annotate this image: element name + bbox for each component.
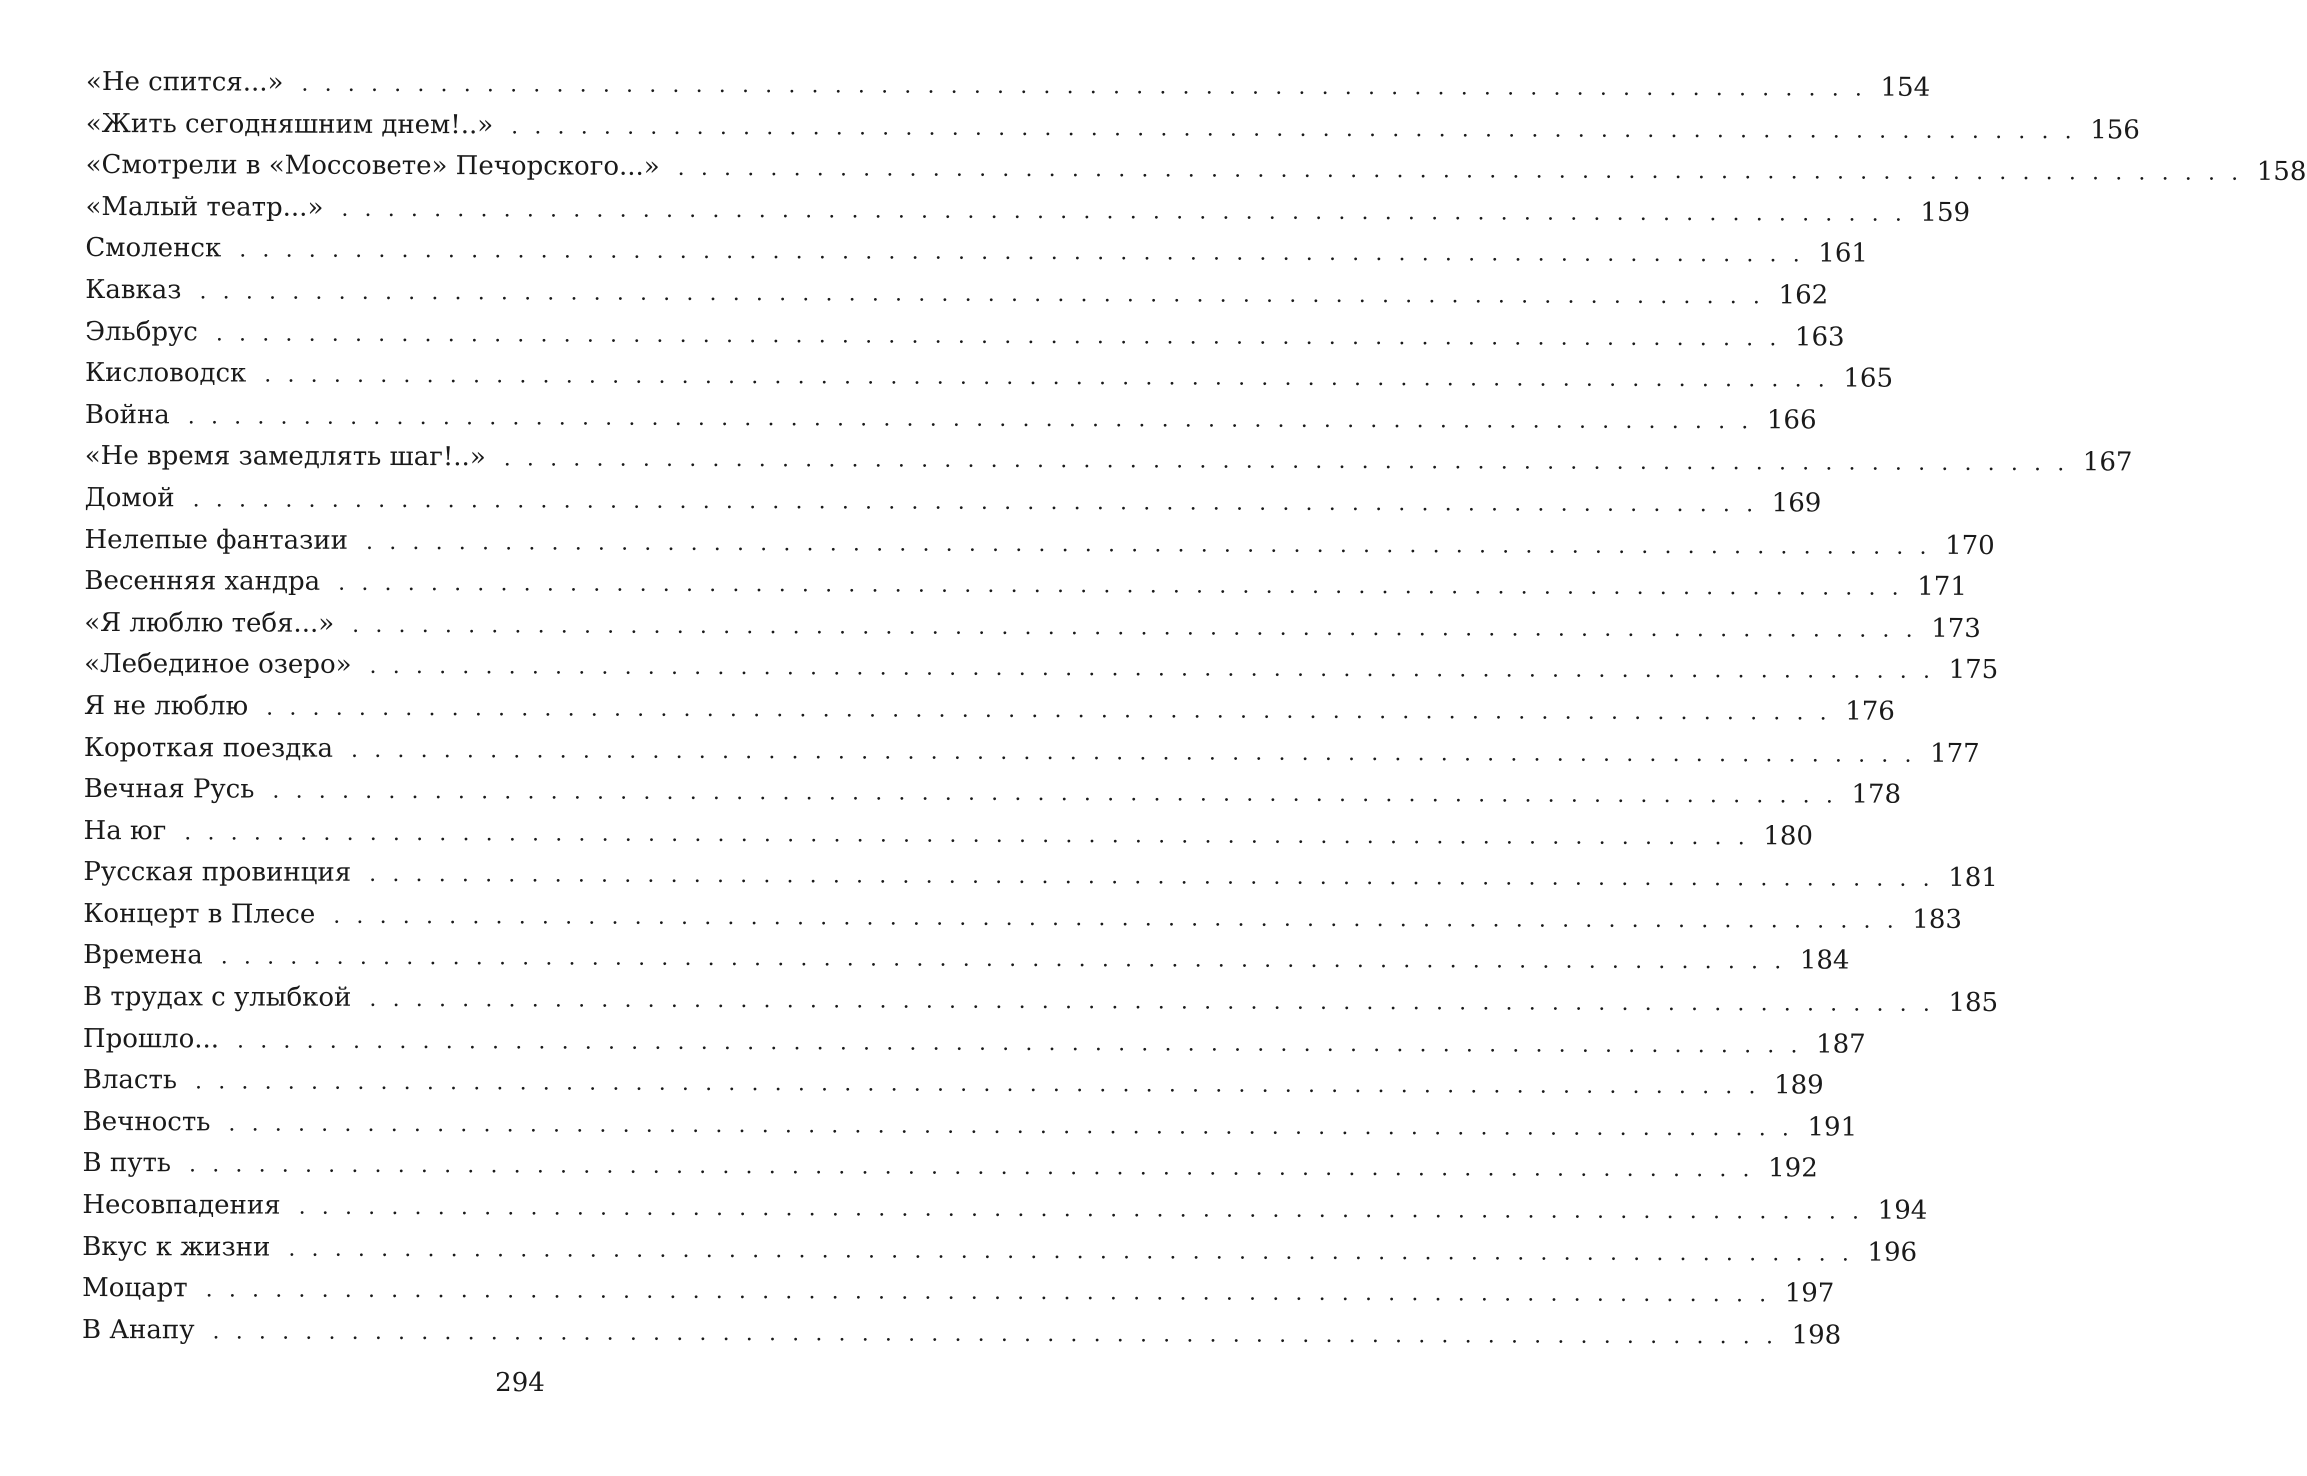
toc-entry [82,1102,1858,1146]
page-number: 294 [495,1368,545,1398]
dot-leader: . . . . . . . . . . . . . . . . . . . . . . . . . . . . . . . . . . . . . . . . . . . . . . . . . . . . . . . . . . . . . . . . . . . . [272,778,1838,809]
toc-entry [84,561,1967,605]
toc-entry-title: Кисловодск [84,358,247,389]
toc-entry-page: 154 [1880,72,1931,103]
dot-leader: . . . . . . . . . . . . . . . . . . . . . . . . . . . . . . . . . . . . . . . . . . . . . . . . . . . . . . . . . . . . . . . . . . . . [187,404,1753,434]
toc-entry-title: Русская провинция [83,857,352,889]
dot-leader: . . . . . . . . . . . . . . . . . . . . . . . . . . . . . . . . . . . . . . . . . . . . . . . . . . . . . . . . . . . . . . . . . . . . [184,820,1750,850]
toc-entry-title: Кавказ [85,274,182,306]
toc-entry [82,1019,1866,1063]
toc-entry-page: 166 [1766,405,1817,436]
toc-entry [82,1227,1918,1271]
dot-leader: . . . . . . . . . . . . . . . . . . . . . . . . . . . . . . . . . . . . . . . . . . . . . . . . . . . . . . . . . . . . . . . . . . . . [301,71,1867,102]
toc-entry-title: Вечность [82,1106,211,1138]
toc-entry-page: 158 [2256,157,2307,188]
toc-entry [82,1185,1928,1229]
toc-entry [85,228,1868,272]
toc-entry-title: Несовпадения [82,1190,281,1221]
toc-entry-title: «Не время замедлять шаг!..» [84,441,486,473]
toc-entry [83,811,1814,855]
toc-entry-title: Смоленск [85,233,222,264]
toc-entry-page: 191 [1807,1112,1858,1143]
toc-entry-title: Я не люблю [83,690,249,722]
dot-leader: . . . . . . . . . . . . . . . . . . . . . . . . . . . . . . . . . . . . . . . . . . . . . . . . . . . . . . . . . . . . . . . . . . . . [228,1111,1794,1142]
toc-entry [84,436,2133,480]
toc-entry [83,769,1902,813]
dot-leader: . . . . . . . . . . . . . . . . . . . . . . . . . . . . . . . . . . . . . . . . . . . . . . . . . . . . . . . . . . . . . . . . . . . . [189,1152,1755,1183]
dot-leader: . . . . . . . . . . . . . . . . . . . . . . . . . . . . . . . . . . . . . . . . . . . . . . . . . . . . . . . . . . . . . . . . . . . . [212,1319,1778,1350]
toc-entry-title: «Не спится...» [85,66,284,98]
dot-leader: . . . . . . . . . . . . . . . . . . . . . . . . . . . . . . . . . . . . . . . . . . . . . . . . . . . . . . . . . . . . . . . . . . . . [341,196,1907,227]
dot-leader: . . . . . . . . . . . . . . . . . . . . . . . . . . . . . . . . . . . . . . . . . . . . . . . . . . . . . . . . . . . . . . . . . . . . [503,446,2069,477]
toc-entry-page: 171 [1917,571,1967,603]
toc-entry-title: В трудах с улыбкой [83,982,352,1013]
dot-leader: . . . . . . . . . . . . . . . . . . . . . . . . . . . . . . . . . . . . . . . . . . . . . . . . . . . . . . . . . . . . . . . . . . . . [511,113,2077,144]
toc-entry-page: 180 [1763,820,1814,852]
dot-leader: . . . . . . . . . . . . . . . . . . . . . . . . . . . . . . . . . . . . . . . . . . . . . . . . . . . . . . . . . . . . . . . . . . . . [352,612,1918,643]
toc-entry-page: 170 [1945,530,1995,561]
dot-leader: . . . . . . . . . . . . . . . . . . . . . . . . . . . . . . . . . . . . . . . . . . . . . . . . . . . . . . . . . . . . . . . . . . . . [264,362,1830,393]
toc-entry-page: 167 [2082,447,2133,478]
toc-entry [82,1143,1818,1187]
toc-entry-title: «Лебединое озеро» [84,649,352,681]
toc-entry [81,1310,1842,1354]
dot-leader: . . . . . . . . . . . . . . . . . . . . . . . . . . . . . . . . . . . . . . . . . . . . . . . . . . . . . . . . . . . . . . . . . . . . [369,654,1935,685]
toc-entry-title: Концерт в Плесе [83,898,316,930]
toc-entry [84,603,1981,647]
dot-leader: . . . . . . . . . . . . . . . . . . . . . . . . . . . . . . . . . . . . . . . . . . . . . . . . . . . . . . . . . . . . . . . . . . . . [677,156,2243,186]
toc-entry [85,312,1845,356]
dot-leader: . . . . . . . . . . . . . . . . . . . . . . . . . . . . . . . . . . . . . . . . . . . . . . . . . . . . . . . . . . . . . . . . . . . . [205,1277,1771,1308]
dot-leader: . . . . . . . . . . . . . . . . . . . . . . . . . . . . . . . . . . . . . . . . . . . . . . . . . . . . . . . . . . . . . . . . . . . . [338,570,1904,601]
toc-entry [85,187,1971,231]
toc-entry [84,478,1822,522]
dot-leader: . . . . . . . . . . . . . . . . . . . . . . . . . . . . . . . . . . . . . . . . . . . . . . . . . . . . . . . . . . . . . . . . . . . . [215,320,1781,351]
toc-entry [82,1268,1835,1312]
toc-entry-page: 194 [1877,1195,1928,1226]
toc-entry-title: «Я люблю тебя...» [84,607,335,639]
toc-entry-page: 173 [1931,613,1981,644]
toc-entry-title: Власть [82,1065,178,1096]
toc-entry-title: Короткая поездка [83,732,334,764]
toc-entry-title: В Анапу [81,1314,195,1346]
toc-entry [83,977,1999,1021]
toc-entry [84,520,1995,564]
toc-entry-page: 156 [2090,114,2140,146]
toc-entry [83,894,1963,938]
toc-entry [85,62,1931,106]
dot-leader: . . . . . . . . . . . . . . . . . . . . . . . . . . . . . . . . . . . . . . . . . . . . . . . . . . . . . . . . . . . . . . . . . . . . [266,695,1832,726]
toc-entry-page: 187 [1816,1029,1866,1060]
toc-entry-page: 185 [1948,987,1999,1019]
toc-entry-title: Война [84,399,170,431]
dot-leader: . . . . . . . . . . . . . . . . . . . . . . . . . . . . . . . . . . . . . . . . . . . . . . . . . . . . . . . . . . . . . . . . . . . . [350,737,1917,768]
toc-entry [83,727,1980,771]
toc-entry-page: 178 [1851,779,1902,810]
toc-entry-title: Прошло... [82,1023,220,1055]
toc-entry-page: 192 [1768,1153,1818,1184]
toc-entry-title: Времена [83,940,203,971]
toc-entry-page: 189 [1774,1070,1824,1101]
toc-entry-title: В путь [82,1148,172,1179]
table-of-contents [81,62,2307,1354]
toc-entry-page: 169 [1771,488,1822,519]
toc-entry-title: «Малый театр...» [85,191,324,223]
toc-entry-page: 184 [1799,945,1850,977]
toc-entry-title: Вкус к жизни [82,1231,271,1263]
toc-entry-title: Вечная Русь [83,774,255,805]
toc-entry [84,353,1894,397]
dot-leader: . . . . . . . . . . . . . . . . . . . . . . . . . . . . . . . . . . . . . . . . . . . . . . . . . . . . . . . . . . . . . . . . . . . . [298,1194,1864,1225]
toc-entry-title: Нелепые фантазии [84,524,349,556]
dot-leader: . . . . . . . . . . . . . . . . . . . . . . . . . . . . . . . . . . . . . . . . . . . . . . . . . . . . . . . . . . . . . . . . . . . . [288,1236,1854,1267]
dot-leader: . . . . . . . . . . . . . . . . . . . . . . . . . . . . . . . . . . . . . . . . . . . . . . . . . . . . . . . . . . . . . . . . . . . . [369,986,1935,1017]
dot-leader: . . . . . . . . . . . . . . . . . . . . . . . . . . . . . . . . . . . . . . . . . . . . . . . . . . . . . . . . . . . . . . . . . . . . [366,529,1932,560]
dot-leader: . . . . . . . . . . . . . . . . . . . . . . . . . . . . . . . . . . . . . . . . . . . . . . . . . . . . . . . . . . . . . . . . . . . . [220,944,1786,975]
dot-leader: . . . . . . . . . . . . . . . . . . . . . . . . . . . . . . . . . . . . . . . . . . . . . . . . . . . . . . . . . . . . . . . . . . . . [199,279,1765,310]
toc-entry-page: 177 [1930,738,1980,769]
toc-entry [83,852,1998,896]
toc-entry [83,686,1895,730]
toc-entry-title: «Смотрели в «Моссовете» Печорского...» [85,150,660,182]
toc-entry-page: 163 [1794,321,1845,353]
toc-entry [85,104,2140,148]
toc-entry-page: 196 [1867,1237,1918,1268]
dot-leader: . . . . . . . . . . . . . . . . . . . . . . . . . . . . . . . . . . . . . . . . . . . . . . . . . . . . . . . . . . . . . . . . . . . . [239,237,1805,268]
dot-leader: . . . . . . . . . . . . . . . . . . . . . . . . . . . . . . . . . . . . . . . . . . . . . . . . . . . . . . . . . . . . . . . . . . . . [369,862,1935,893]
toc-entry-page: 165 [1843,363,1894,394]
toc-entry-title: «Жить сегодняшним днем!..» [85,108,494,140]
toc-entry-title: Эльбрус [85,316,198,347]
toc-entry-page: 176 [1845,696,1895,727]
toc-entry-page: 162 [1778,280,1829,311]
toc-entry [85,270,1829,314]
toc-entry-page: 161 [1818,238,1868,269]
toc-entry-title: Весенняя хандра [84,566,321,597]
toc-entry-title: На юг [83,815,167,846]
dot-leader: . . . . . . . . . . . . . . . . . . . . . . . . . . . . . . . . . . . . . . . . . . . . . . . . . . . . . . . . . . . . . . . . . . . . [192,487,1758,518]
dot-leader: . . . . . . . . . . . . . . . . . . . . . . . . . . . . . . . . . . . . . . . . . . . . . . . . . . . . . . . . . . . . . . . . . . . . [333,903,1899,934]
toc-entry [84,644,1999,688]
dot-leader: . . . . . . . . . . . . . . . . . . . . . . . . . . . . . . . . . . . . . . . . . . . . . . . . . . . . . . . . . . . . . . . . . . . . [236,1028,1803,1059]
toc-entry-page: 181 [1948,863,1998,894]
toc-entry [84,395,1817,439]
toc-entry-title: Моцарт [82,1273,188,1304]
toc-entry [83,935,1850,979]
dot-leader: . . . . . . . . . . . . . . . . . . . . . . . . . . . . . . . . . . . . . . . . . . . . . . . . . . . . . . . . . . . . . . . . . . . . [194,1069,1761,1100]
toc-entry [82,1060,1824,1104]
toc-entry-page: 197 [1784,1278,1835,1309]
toc-entry-page: 175 [1948,655,1999,686]
toc-entry-title: Домой [84,482,175,514]
toc-entry [85,145,2307,189]
toc-entry-page: 183 [1912,904,1963,935]
toc-entry-page: 159 [1920,197,1971,228]
toc-entry-page: 198 [1791,1320,1842,1351]
